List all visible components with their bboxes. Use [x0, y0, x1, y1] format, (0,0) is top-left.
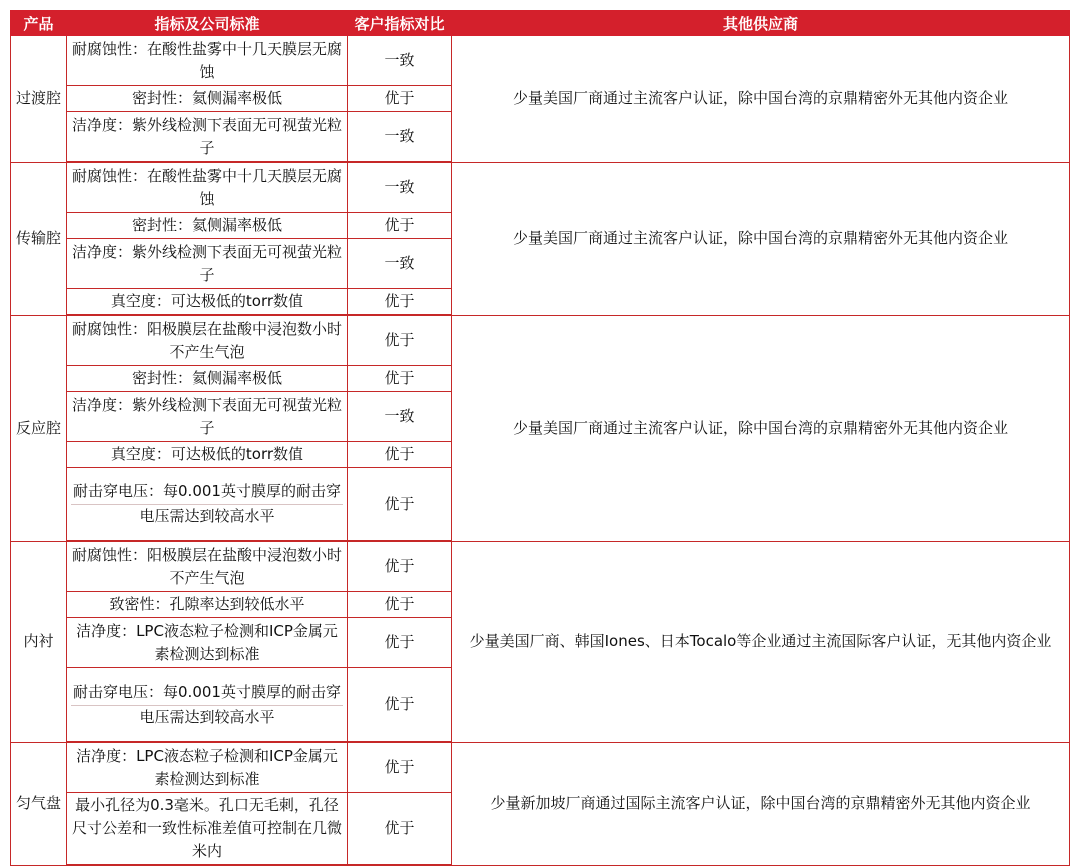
indicator-line: 电压需达到较高水平: [139, 707, 275, 726]
compare-cell: 优于: [348, 442, 452, 468]
product-cell: 过渡腔: [11, 36, 67, 163]
indicator-cell: 耐腐蚀性：在酸性盐雾中十几天膜层无腐蚀: [67, 36, 348, 86]
indicator-line: 耐击穿电压：每0.001英寸膜厚的耐击穿: [71, 480, 343, 505]
comparison-table: [10, 10, 1070, 866]
indicator-cell: 洁净度：LPC液态粒子检测和ICP金属元素检测达到标准: [67, 742, 348, 793]
table-row: [11, 742, 1070, 793]
supplier-cell: 少量新加坡厂商通过国际主流客户认证，除中国台湾的京鼎精密外无其他内资企业: [452, 742, 1070, 865]
indicator-cell: 洁净度：LPC液态粒子检测和ICP金属元素检测达到标准: [67, 618, 348, 668]
product-cell: 传输腔: [11, 162, 67, 315]
compare-cell: 优于: [348, 742, 452, 793]
compare-cell: 一致: [348, 112, 452, 163]
indicator-line: 耐击穿电压：每0.001英寸膜厚的耐击穿: [71, 681, 343, 706]
product-cell: 反应腔: [11, 315, 67, 541]
indicator-cell: 洁净度：紫外线检测下表面无可视萤光粒子: [67, 239, 348, 289]
indicator-cell: 洁净度：紫外线检测下表面无可视萤光粒子: [67, 392, 348, 442]
header-supplier: 其他供应商: [452, 11, 1070, 36]
compare-cell: 优于: [348, 668, 452, 743]
indicator-cell: [67, 668, 348, 743]
indicator-cell: 真空度：可达极低的torr数值: [67, 289, 348, 316]
compare-cell: 优于: [348, 86, 452, 112]
supplier-cell: 少量美国厂商通过主流客户认证，除中国台湾的京鼎精密外无其他内资企业: [452, 315, 1070, 541]
indicator-cell: 耐腐蚀性：在酸性盐雾中十几天膜层无腐蚀: [67, 162, 348, 213]
indicator-cell: 最小孔径为0.3毫米。孔口无毛刺，孔径尺寸公差和一致性标准差值可控制在几微米内: [67, 793, 348, 866]
compare-cell: 一致: [348, 162, 452, 213]
compare-cell: 优于: [348, 315, 452, 366]
indicator-cell: 耐腐蚀性：阳极膜层在盐酸中浸泡数小时不产生气泡: [67, 315, 348, 366]
compare-cell: 优于: [348, 289, 452, 316]
supplier-cell: 少量美国厂商、韩国Iones、日本Tocalo等企业通过主流国际客户认证，无其他内资企业: [452, 541, 1070, 742]
compare-cell: 优于: [348, 793, 452, 866]
supplier-cell: 少量美国厂商通过主流客户认证，除中国台湾的京鼎精密外无其他内资企业: [452, 36, 1070, 163]
compare-cell: 优于: [348, 618, 452, 668]
table-row: [11, 541, 1070, 592]
indicator-cell: 密封性：氦侧漏率极低: [67, 213, 348, 239]
supplier-cell: 少量美国厂商通过主流客户认证，除中国台湾的京鼎精密外无其他内资企业: [452, 162, 1070, 315]
compare-cell: 优于: [348, 592, 452, 618]
compare-cell: 一致: [348, 392, 452, 442]
table-row: [11, 315, 1070, 366]
indicator-cell: 密封性：氦侧漏率极低: [67, 86, 348, 112]
header-product: 产品: [11, 11, 67, 36]
indicator-cell: 密封性：氦侧漏率极低: [67, 366, 348, 392]
table-row: [11, 36, 1070, 86]
header-compare: 客户指标对比: [348, 11, 452, 36]
indicator-cell: 耐腐蚀性：阳极膜层在盐酸中浸泡数小时不产生气泡: [67, 541, 348, 592]
table-row: [11, 162, 1070, 213]
compare-cell: 优于: [348, 366, 452, 392]
header-indicator: 指标及公司标准: [67, 11, 348, 36]
indicator-cell: 洁净度：紫外线检测下表面无可视萤光粒子: [67, 112, 348, 163]
compare-cell: 优于: [348, 541, 452, 592]
indicator-cell: 真空度：可达极低的torr数值: [67, 442, 348, 468]
compare-cell: 优于: [348, 213, 452, 239]
product-cell: 匀气盘: [11, 742, 67, 865]
indicator-cell: [67, 468, 348, 542]
header-row: [11, 11, 1070, 36]
product-cell: 内衬: [11, 541, 67, 742]
compare-cell: 一致: [348, 36, 452, 86]
compare-cell: 一致: [348, 239, 452, 289]
indicator-cell: 致密性：孔隙率达到较低水平: [67, 592, 348, 618]
compare-cell: 优于: [348, 468, 452, 542]
indicator-line: 电压需达到较高水平: [139, 507, 275, 525]
